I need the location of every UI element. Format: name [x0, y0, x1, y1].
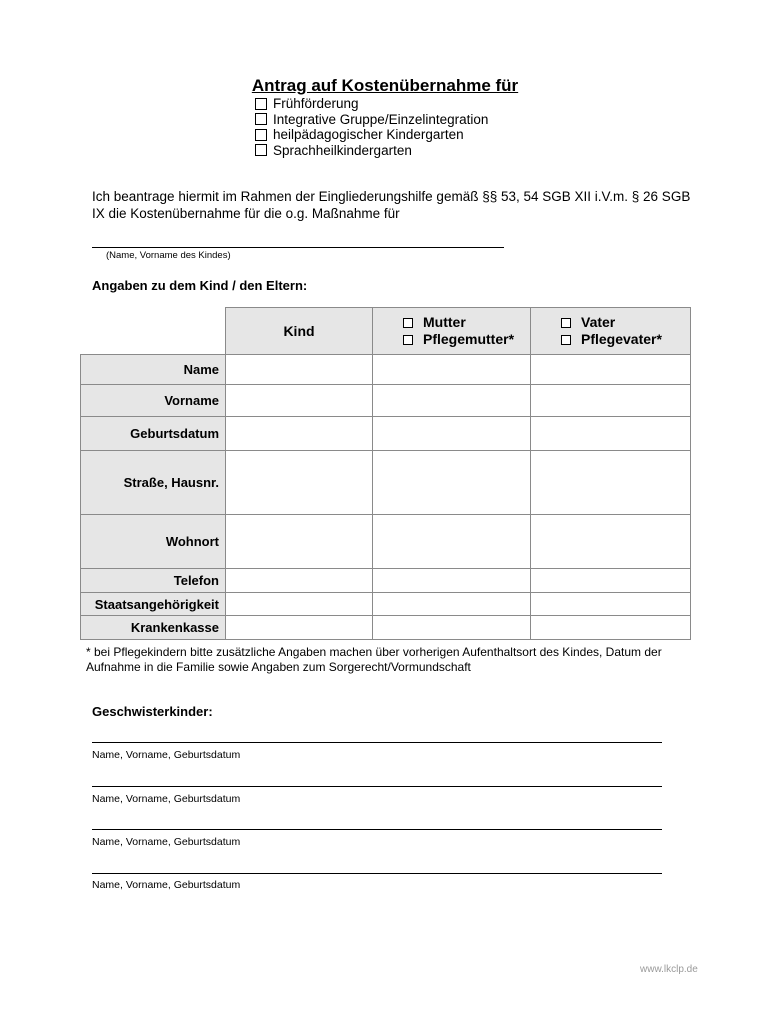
- option-label: heilpädagogischer Kindergarten: [273, 127, 464, 142]
- option-label: Integrative Gruppe/Einzelintegration: [273, 111, 489, 127]
- input-kind-name[interactable]: [226, 355, 373, 385]
- input-kind-staatsangehoerigkeit[interactable]: [226, 593, 373, 616]
- input-father-telefon[interactable]: [531, 569, 691, 593]
- checkbox-icon[interactable]: [403, 318, 413, 328]
- row-label-strasse: Straße, Hausnr.: [81, 451, 226, 515]
- input-kind-wohnort[interactable]: [226, 515, 373, 569]
- foster-mother-option[interactable]: Pflegemutter*: [403, 331, 530, 348]
- input-kind-strasse[interactable]: [226, 451, 373, 515]
- input-mother-staatsangehoerigkeit[interactable]: [373, 593, 531, 616]
- input-mother-telefon[interactable]: [373, 569, 531, 593]
- option-sprachheil[interactable]: [255, 143, 488, 159]
- header-kind: Kind: [226, 308, 373, 355]
- sibling-line-4[interactable]: [92, 873, 662, 874]
- input-father-geburtsdatum[interactable]: [531, 417, 691, 451]
- row-label-geburtsdatum: Geburtsdatum: [81, 417, 226, 451]
- foster-father-option[interactable]: Pflegevater*: [561, 331, 690, 348]
- input-father-krankenkasse[interactable]: [531, 616, 691, 640]
- sibling-line-3[interactable]: [92, 829, 662, 830]
- sibling-caption-1: Name, Vorname, Geburtsdatum: [92, 749, 241, 761]
- input-kind-krankenkasse[interactable]: [226, 616, 373, 640]
- checkbox-icon[interactable]: [255, 144, 267, 156]
- input-father-wohnort[interactable]: [531, 515, 691, 569]
- child-name-line[interactable]: [92, 247, 504, 248]
- sibling-line-1[interactable]: [92, 742, 662, 743]
- section-siblings-heading: Geschwisterkinder:: [92, 704, 213, 719]
- option-heilpaedagogisch[interactable]: [255, 127, 488, 143]
- sibling-caption-3: Name, Vorname, Geburtsdatum: [92, 836, 241, 848]
- checkbox-icon[interactable]: [561, 335, 571, 345]
- watermark: www.lkclp.de: [640, 964, 698, 975]
- form-title: Antrag auf Kostenübernahme für: [251, 76, 519, 95]
- measure-options: [255, 96, 488, 158]
- option-label: Frühförderung: [273, 96, 359, 111]
- input-father-name[interactable]: [531, 355, 691, 385]
- option-fruehfoerderung[interactable]: [255, 96, 488, 112]
- data-table: [80, 307, 691, 640]
- input-father-vorname[interactable]: [531, 385, 691, 417]
- input-kind-vorname[interactable]: [226, 385, 373, 417]
- header-mother: [373, 308, 531, 355]
- row-label-name: Name: [81, 355, 226, 385]
- option-label: Sprachheilkindergarten: [273, 142, 412, 158]
- input-mother-vorname[interactable]: [373, 385, 531, 417]
- option-integrative-gruppe[interactable]: [255, 112, 488, 128]
- footnote: * bei Pflegekindern bitte zusätzliche Angaben machen über vorherigen Aufenthaltsort des Kindes, Datum der Aufnahme in die Familie sowie Angaben zum Sorgerecht/Vormundschaft: [86, 645, 662, 674]
- row-label-vorname: Vorname: [81, 385, 226, 417]
- intro-text: Ich beantrage hiermit im Rahmen der Eingliederungshilfe gemäß §§ 53, 54 SGB XII i.V.m. § 26 SGB IX die Kostenübernahme für die o.g. Maßnahme für: [92, 189, 691, 221]
- input-father-staatsangehoerigkeit[interactable]: [531, 593, 691, 616]
- empty-corner: [81, 308, 226, 355]
- sibling-caption-4: Name, Vorname, Geburtsdatum: [92, 879, 241, 891]
- input-father-strasse[interactable]: [531, 451, 691, 515]
- row-label-wohnort: Wohnort: [81, 515, 226, 569]
- row-label-krankenkasse: Krankenkasse: [81, 616, 226, 640]
- mother-option[interactable]: Mutter: [403, 314, 530, 331]
- section-parents-heading: Angaben zu dem Kind / den Eltern:: [92, 278, 308, 293]
- child-name-caption: (Name, Vorname des Kindes): [106, 250, 231, 261]
- checkbox-icon[interactable]: [255, 98, 267, 110]
- sibling-caption-2: Name, Vorname, Geburtsdatum: [92, 793, 241, 805]
- checkbox-icon[interactable]: [403, 335, 413, 345]
- header-father: [531, 308, 691, 355]
- sibling-line-2[interactable]: [92, 786, 662, 787]
- checkbox-icon[interactable]: [255, 129, 267, 141]
- input-kind-geburtsdatum[interactable]: [226, 417, 373, 451]
- row-label-telefon: Telefon: [81, 569, 226, 593]
- row-label-staatsangehoerigkeit: Staatsangehörigkeit: [81, 593, 226, 616]
- father-option[interactable]: Vater: [561, 314, 690, 331]
- checkbox-icon[interactable]: [255, 113, 267, 125]
- checkbox-icon[interactable]: [561, 318, 571, 328]
- input-mother-krankenkasse[interactable]: [373, 616, 531, 640]
- input-mother-geburtsdatum[interactable]: [373, 417, 531, 451]
- input-mother-name[interactable]: [373, 355, 531, 385]
- input-kind-telefon[interactable]: [226, 569, 373, 593]
- input-mother-wohnort[interactable]: [373, 515, 531, 569]
- input-mother-strasse[interactable]: [373, 451, 531, 515]
